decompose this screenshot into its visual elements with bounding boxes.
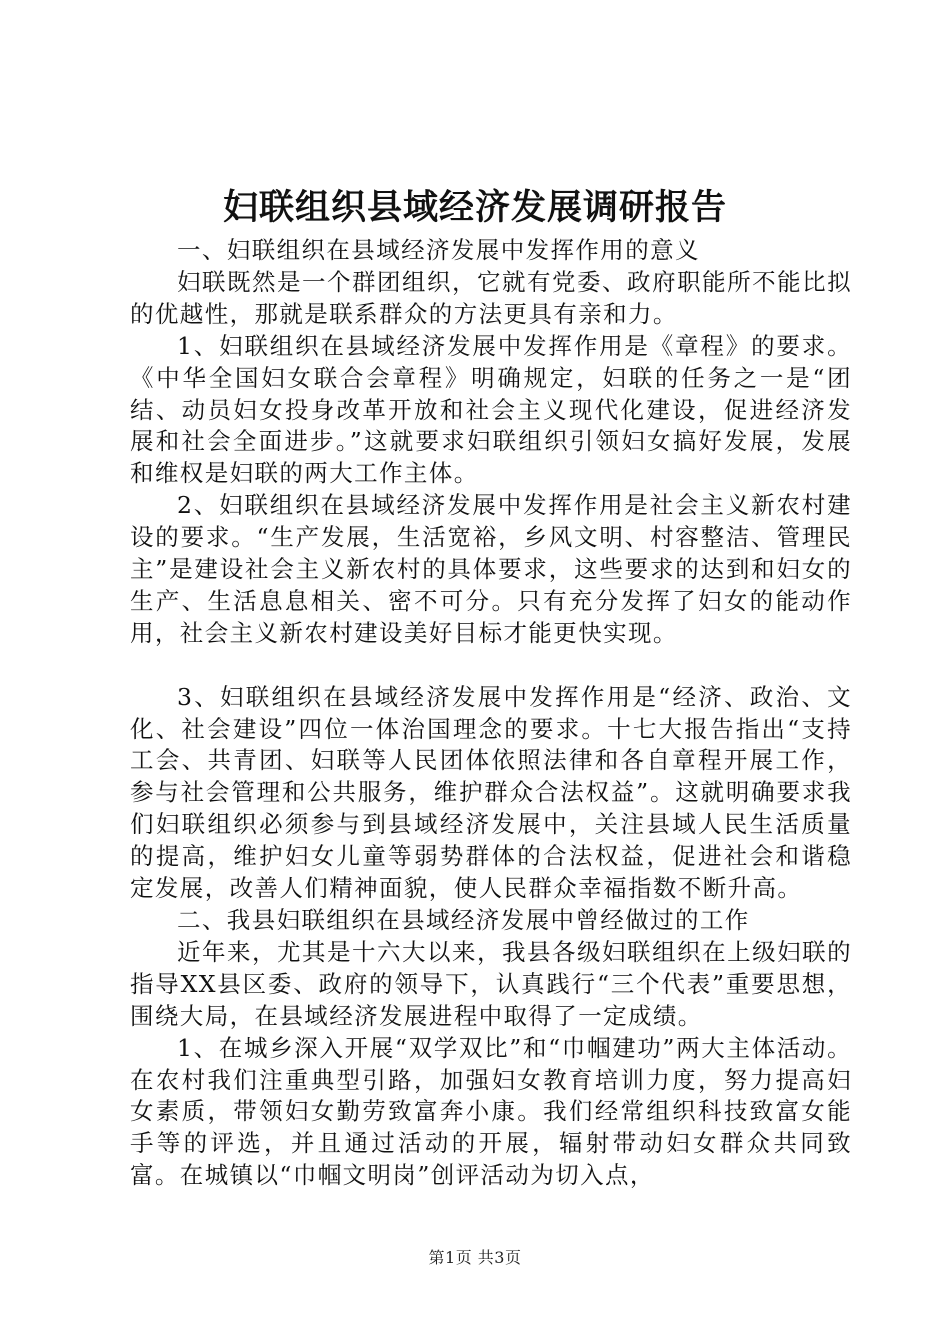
paragraph-intro: 妇联既然是一个群团组织，它就有党委、政府职能所不能比拟的优越性，那就是联系群众的方法更具有亲和力。 [130, 267, 852, 328]
paragraph-point-1: 1、妇联组织在县域经济发展中发挥作用是《章程》的要求。《中华全国妇女联合会章程》明确规定，妇联的任务之一是“团结、动员妇女投身改革开放和社会主义现代化建设，促进经济发展和社会全面进步。”这就要求妇联组织引领妇女搞好发展，发展和维权是妇联的两大工作主体。 [130, 331, 852, 488]
document-title: 妇联组织县域经济发展调研报告 [222, 187, 727, 228]
section-heading-1: 一、妇联组织在县域经济发展中发挥作用的意义 [177, 236, 700, 264]
page-number-footer: 第1页 共3页 [428, 1248, 522, 1267]
paragraph-point-3: 3、妇联组织在县域经济发展中发挥作用是“经济、政治、文化、社会建设”四位一体治国理念的要求。十七大报告指出“支持工会、共青团、妇联等人民团体依照法律和各自章程开展工作，参与社会管理和公共服务，维护群众合法权益”。这就明确要求我们妇联组织必须参与到县域经济发展中，关注县域人民生活质量的提高，维护妇女儿童等弱势群体的合法权益，促进社会和谐稳定发展，改善人们精神面貌，使人民群众幸福指数不断升高。 [130, 682, 852, 903]
paragraph-recent-years: 近年来，尤其是十六大以来，我县各级妇联组织在上级妇联的指导XX县区委、政府的领导下，认真践行“三个代表”重要思想，围绕大局，在县域经济发展进程中取得了一定成绩。 [130, 937, 852, 1030]
paragraph-point-2: 2、妇联组织在县域经济发展中发挥作用是社会主义新农村建设的要求。“生产发展，生活宽裕，乡风文明、村容整洁、管理民主”是建设社会主义新农村的具体要求，这些要求的达到和妇女的生产、生活息息相关、密不可分。只有充分发挥了妇女的能动作用，社会主义新农村建设美好目标才能更快实现。 [130, 491, 852, 647]
paragraph-activity-1: 1、在城乡深入开展“双学双比”和“巾帼建功”两大主体活动。在农村我们注重典型引路，加强妇女教育培训力度，努力提高妇女素质，带领妇女勤劳致富奔小康。我们经常组织科技致富女能手等的评选，并且通过活动的开展，辐射带动妇女群众共同致富。在城镇以“巾帼文明岗”创评活动为切入点， [130, 1033, 852, 1190]
document-body [130, 235, 852, 1192]
section-heading-2: 二、我县妇联组织在县域经济发展中曾经做过的工作 [177, 906, 750, 935]
